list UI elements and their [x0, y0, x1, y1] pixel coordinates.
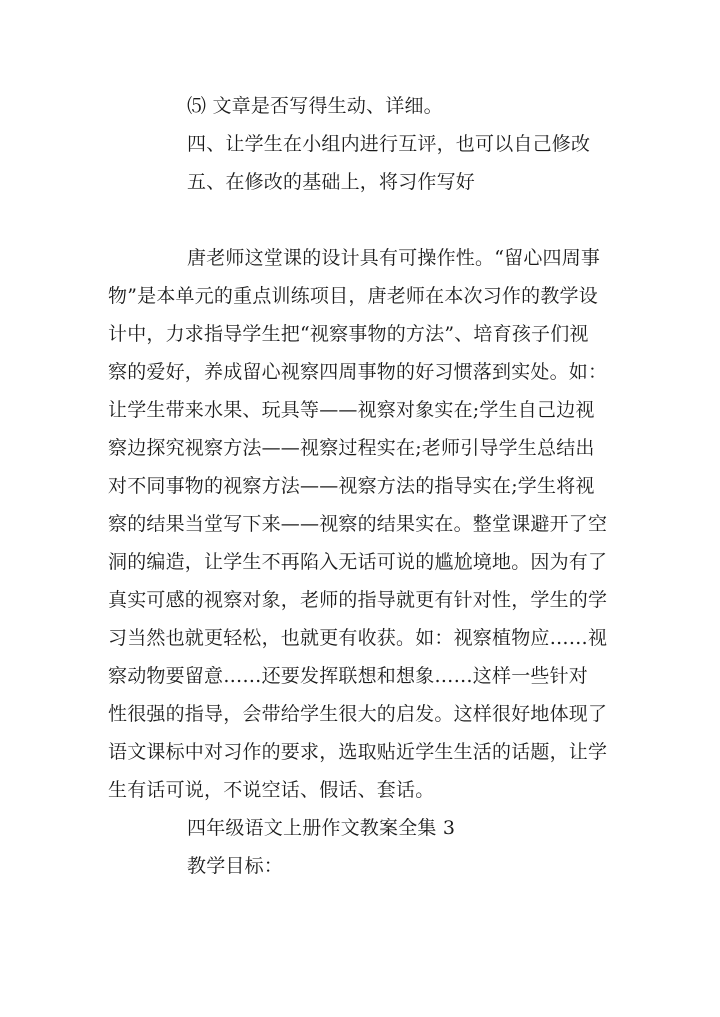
- list-item-five: 五、在修改的基础上，将习作写好: [187, 171, 476, 193]
- paragraph-line: 生有话可说，不说空话、假话、套话。: [108, 779, 435, 801]
- paragraph-line: 察的结果当堂写下来——视察的结果实在。整堂课避开了空: [108, 513, 608, 535]
- paragraph-line: 真实可感的视察对象，老师的指导就更有针对性，学生的学: [108, 589, 608, 611]
- paragraph-line: 察动物要留意……还要发挥联想和想象……这样一些针对: [108, 665, 589, 687]
- paragraph-line: 察的爱好，养成留心视察四周事物的好习惯落到实处。如：: [108, 361, 608, 383]
- subheading: 教学目标：: [187, 855, 284, 877]
- paragraph-line: 物”是本单元的重点训练项目，唐老师在本次习作的教学设: [108, 285, 598, 307]
- list-item-5: ⑸ 文章是否写得生动、详细。: [187, 95, 443, 117]
- paragraph-line: 让学生带来水果、玩具等——视察对象实在;学生自己边视: [108, 399, 595, 421]
- paragraph-line: 计中，力求指导学生把“视察事物的方法”、培育孩子们视: [108, 323, 589, 345]
- paragraph-line: 洞的编造，让学生不再陷入无话可说的尴尬境地。因为有了: [108, 551, 608, 573]
- paragraph-line: 唐老师这堂课的设计具有可操作性。“留心四周事: [187, 247, 601, 269]
- paragraph-line: 习当然也就更轻松，也就更有收获。如：视察植物应……视: [108, 627, 608, 649]
- list-item-four: 四、让学生在小组内进行互评，也可以自己修改: [187, 133, 591, 155]
- paragraph-line: 性很强的指导，会带给学生很大的启发。这样很好地体现了: [108, 703, 608, 725]
- paragraph-line: 察边探究视察方法——视察过程实在;老师引导学生总结出: [108, 437, 595, 459]
- paragraph-line: 语文课标中对习作的要求，选取贴近学生生活的话题，让学: [108, 741, 608, 763]
- section-title: 四年级语文上册作文教案全集 3: [187, 817, 456, 839]
- paragraph-line: 对不同事物的视察方法——视察方法的指导实在;学生将视: [108, 475, 595, 497]
